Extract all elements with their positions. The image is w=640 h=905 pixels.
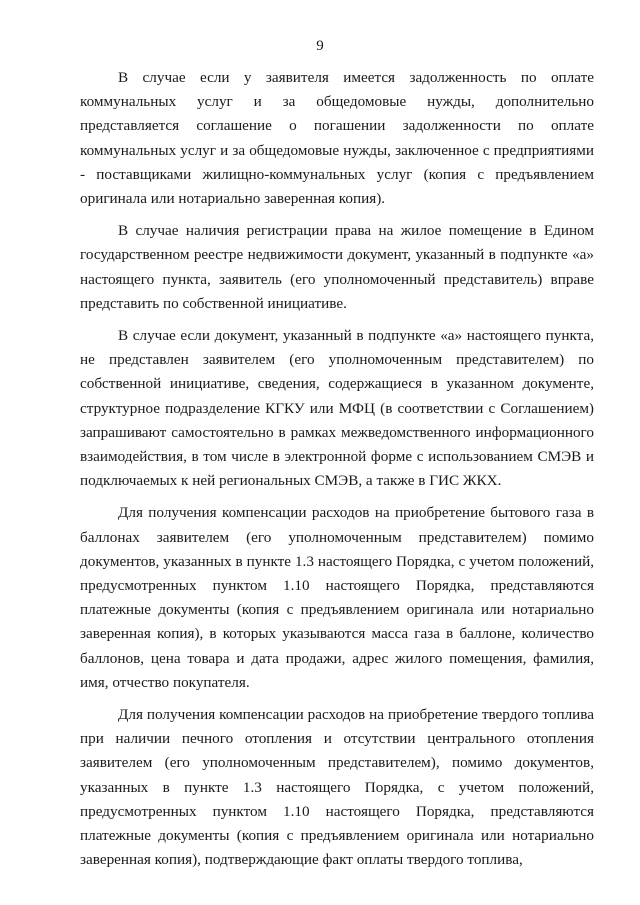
- document-body: [80, 66, 594, 881]
- paragraph-debt-agreement: В случае если у заявителя имеется задолженность по оплате коммунальных услуг и за общедомовые нужды, дополнительно представляется соглашение о погашении задолженности по оплате коммунальных услуг и за общедомовые нужды, заключенное с предприятиями - поставщиками жилищно-коммунальных услуг (копия с предъявлением оригинала или нотариально заверенная копия).: [80, 69, 594, 208]
- paragraph-property-registration: В случае наличия регистрации права на жилое помещение в Едином государственном реестре недвижимости документ, указанный в подпункте «а» настоящего пункта, заявитель (его уполномоченный представитель) вправе представить по собственной инициативе.: [80, 222, 594, 312]
- page-number: 9: [316, 38, 324, 54]
- paragraph-gas-compensation: Для получения компенсации расходов на приобретение бытового газа в баллонах заявителем (его уполномоченным представителем) помимо документов, указанных в пункте 1.3 настоящего Порядка, с учетом положений, предусмотренных пунктом 1.10 настоящего Порядка, представляются платежные документы (копия с предъявлением оригинала или нотариально заверенная копия), в которых указываются масса газа в баллоне, количество баллонов, цена товара и дата продажи, адрес жилого помещения, фамилия, имя, отчество покупателя.: [80, 504, 594, 691]
- paragraph-solid-fuel-compensation: Для получения компенсации расходов на приобретение твердого топлива при наличии печного отопления и отсутствии центрального отопления заявителем (его уполномоченным представителем), помимо документов, указанных в пункте 1.3 настоящего Порядка, с учетом положений, предусмотренных пунктом 1.10 настоящего Порядка, представляются платежные документы (копия с предъявлением оригинала или нотариально заверенная копия), подтверждающие факт оплаты твердого топлива,: [80, 706, 594, 869]
- paragraph-interagency-request: В случае если документ, указанный в подпункте «а» настоящего пункта, не представлен заявителем (его уполномоченным представителем) по собственной инициативе, сведения, содержащиеся в указанном документе, структурное подразделение КГКУ или МФЦ (в соответствии с Соглашением) запрашивают самостоятельно в рамках межведомственного информационного взаимодействия, в том числе в электронной форме с использованием СМЭВ и подключаемых к ней региональных СМЭВ, а также в ГИС ЖКХ.: [80, 327, 594, 490]
